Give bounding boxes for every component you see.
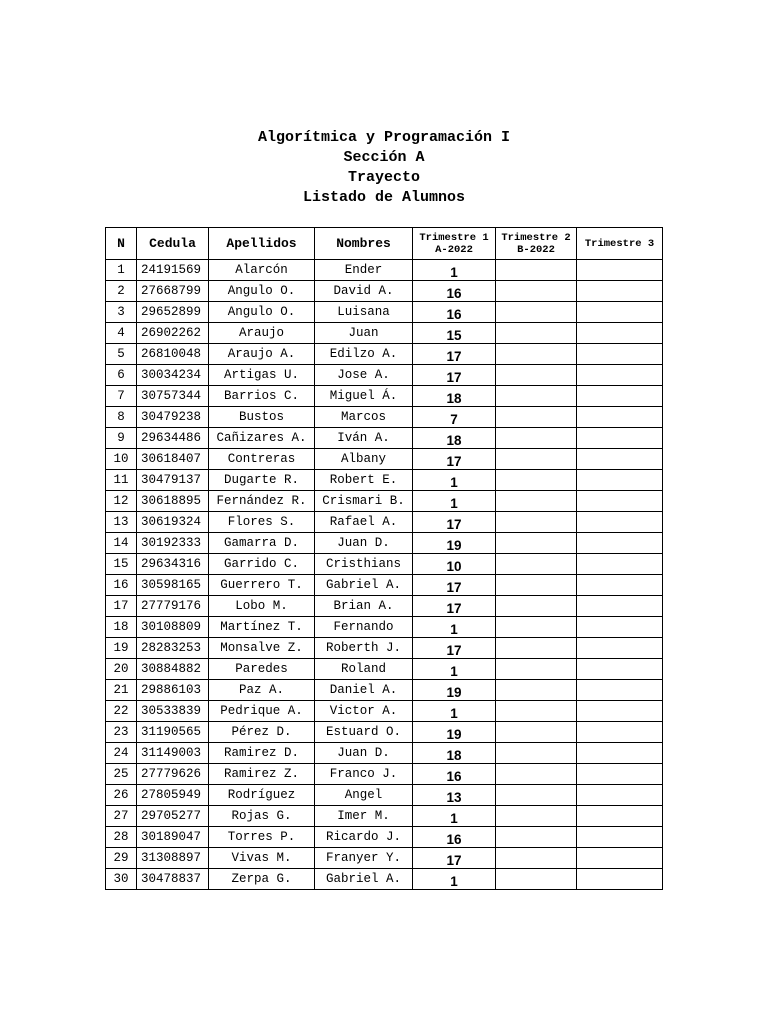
cell-cedula: 30479238 — [137, 407, 209, 428]
cell-n: 4 — [106, 323, 137, 344]
cell-apellidos: Gamarra D. — [209, 533, 315, 554]
cell-apellidos: Bustos — [209, 407, 315, 428]
cell-nombres: Robert E. — [315, 470, 413, 491]
cell-apellidos: Artigas U. — [209, 365, 315, 386]
cell-n: 9 — [106, 428, 137, 449]
cell-apellidos: Araujo — [209, 323, 315, 344]
column-header-nombres: Nombres — [315, 228, 413, 260]
cell-trimestre-1-grade: 18 — [413, 743, 496, 764]
cell-nombres: Franco J. — [315, 764, 413, 785]
cell-trimestre-1-grade: 18 — [413, 386, 496, 407]
cell-cedula: 24191569 — [137, 260, 209, 281]
cell-nombres: Marcos — [315, 407, 413, 428]
cell-trimestre-3-grade — [577, 491, 663, 512]
cell-cedula: 30533839 — [137, 701, 209, 722]
cell-nombres: Roland — [315, 659, 413, 680]
cell-apellidos: Araujo A. — [209, 344, 315, 365]
cell-apellidos: Alarcón — [209, 260, 315, 281]
cell-n: 8 — [106, 407, 137, 428]
cell-cedula: 29652899 — [137, 302, 209, 323]
cell-nombres: Angel — [315, 785, 413, 806]
cell-n: 10 — [106, 449, 137, 470]
cell-n: 3 — [106, 302, 137, 323]
table-row — [106, 428, 663, 449]
cell-nombres: Albany — [315, 449, 413, 470]
cell-trimestre-2-grade — [496, 260, 577, 281]
cell-nombres: Rafael A. — [315, 512, 413, 533]
cell-trimestre-1-grade: 17 — [413, 344, 496, 365]
column-header-trimestre-1 — [413, 228, 496, 260]
cell-cedula: 30192333 — [137, 533, 209, 554]
cell-n: 19 — [106, 638, 137, 659]
cell-n: 11 — [106, 470, 137, 491]
cell-trimestre-2-grade — [496, 386, 577, 407]
cell-nombres: Franyer Y. — [315, 848, 413, 869]
cell-n: 30 — [106, 869, 137, 890]
cell-trimestre-3-grade — [577, 470, 663, 491]
cell-nombres: Imer M. — [315, 806, 413, 827]
cell-trimestre-2-grade — [496, 575, 577, 596]
cell-n: 24 — [106, 743, 137, 764]
cell-apellidos: Guerrero T. — [209, 575, 315, 596]
cell-apellidos: Lobo M. — [209, 596, 315, 617]
table-body — [106, 260, 663, 890]
cell-n: 27 — [106, 806, 137, 827]
cell-apellidos: Paredes — [209, 659, 315, 680]
table-row — [106, 638, 663, 659]
table-row — [106, 281, 663, 302]
cell-trimestre-2-grade — [496, 743, 577, 764]
column-header-apellidos: Apellidos — [209, 228, 315, 260]
cell-trimestre-1-grade: 18 — [413, 428, 496, 449]
cell-trimestre-1-grade: 15 — [413, 323, 496, 344]
cell-nombres: Miguel Á. — [315, 386, 413, 407]
cell-trimestre-2-grade — [496, 512, 577, 533]
cell-trimestre-2-grade — [496, 680, 577, 701]
cell-trimestre-2-grade — [496, 617, 577, 638]
table-row — [106, 848, 663, 869]
cell-trimestre-2-grade — [496, 638, 577, 659]
cell-cedula: 30619324 — [137, 512, 209, 533]
cell-trimestre-2-grade — [496, 470, 577, 491]
cell-trimestre-1-grade: 1 — [413, 806, 496, 827]
table-row — [106, 449, 663, 470]
cell-nombres: Ender — [315, 260, 413, 281]
cell-trimestre-3-grade — [577, 848, 663, 869]
cell-cedula: 27668799 — [137, 281, 209, 302]
cell-trimestre-1-grade: 1 — [413, 659, 496, 680]
cell-apellidos: Cañizares A. — [209, 428, 315, 449]
cell-n: 28 — [106, 827, 137, 848]
cell-trimestre-3-grade — [577, 365, 663, 386]
cell-trimestre-2-grade — [496, 596, 577, 617]
cell-cedula: 30757344 — [137, 386, 209, 407]
cell-nombres: Crismari B. — [315, 491, 413, 512]
cell-trimestre-2-grade — [496, 785, 577, 806]
cell-n: 21 — [106, 680, 137, 701]
cell-nombres: Juan — [315, 323, 413, 344]
cell-apellidos: Torres P. — [209, 827, 315, 848]
cell-cedula: 28283253 — [137, 638, 209, 659]
cell-trimestre-2-grade — [496, 848, 577, 869]
cell-trimestre-1-grade: 1 — [413, 470, 496, 491]
table-row — [106, 617, 663, 638]
cell-trimestre-3-grade — [577, 512, 663, 533]
table-row — [106, 260, 663, 281]
cell-apellidos: Monsalve Z. — [209, 638, 315, 659]
cell-cedula: 31190565 — [137, 722, 209, 743]
cell-trimestre-2-grade — [496, 449, 577, 470]
cell-n: 16 — [106, 575, 137, 596]
cell-cedula: 30598165 — [137, 575, 209, 596]
cell-cedula: 31149003 — [137, 743, 209, 764]
cell-apellidos: Flores S. — [209, 512, 315, 533]
column-header-cedula: Cedula — [137, 228, 209, 260]
track-title: Trayecto — [347, 169, 420, 186]
cell-trimestre-2-grade — [496, 554, 577, 575]
cell-apellidos: Contreras — [209, 449, 315, 470]
cell-n: 2 — [106, 281, 137, 302]
cell-trimestre-1-grade: 17 — [413, 365, 496, 386]
cell-apellidos: Fernández R. — [209, 491, 315, 512]
cell-n: 1 — [106, 260, 137, 281]
cell-trimestre-2-grade — [496, 533, 577, 554]
table-row — [106, 827, 663, 848]
cell-trimestre-2-grade — [496, 344, 577, 365]
cell-cedula: 30108809 — [137, 617, 209, 638]
cell-nombres: Victor A. — [315, 701, 413, 722]
cell-trimestre-2-grade — [496, 302, 577, 323]
cell-cedula: 29705277 — [137, 806, 209, 827]
cell-trimestre-3-grade — [577, 596, 663, 617]
cell-trimestre-3-grade — [577, 533, 663, 554]
cell-trimestre-2-grade — [496, 806, 577, 827]
section-title: Sección A — [343, 149, 425, 166]
cell-trimestre-1-grade: 1 — [413, 260, 496, 281]
cell-trimestre-2-grade — [496, 365, 577, 386]
table-row — [106, 323, 663, 344]
cell-trimestre-1-grade: 17 — [413, 449, 496, 470]
cell-trimestre-3-grade — [577, 407, 663, 428]
cell-trimestre-2-grade — [496, 491, 577, 512]
trimestre-1-name: Trimestre 1 — [419, 231, 489, 244]
cell-trimestre-3-grade — [577, 764, 663, 785]
cell-cedula: 30884882 — [137, 659, 209, 680]
cell-trimestre-1-grade: 19 — [413, 680, 496, 701]
header-row — [106, 228, 663, 260]
cell-trimestre-2-grade — [496, 659, 577, 680]
trimestre-2-period: B-2022 — [517, 243, 555, 256]
cell-trimestre-1-grade: 13 — [413, 785, 496, 806]
table-row — [106, 386, 663, 407]
table-row — [106, 407, 663, 428]
table-row — [106, 869, 663, 890]
cell-cedula: 30478837 — [137, 869, 209, 890]
list-title: Listado de Alumnos — [302, 189, 466, 206]
table-row — [106, 701, 663, 722]
cell-trimestre-3-grade — [577, 617, 663, 638]
cell-apellidos: Garrido C. — [209, 554, 315, 575]
cell-cedula: 27779176 — [137, 596, 209, 617]
course-title: Algorítmica y Programación I — [257, 129, 511, 146]
cell-n: 23 — [106, 722, 137, 743]
table-row — [106, 659, 663, 680]
cell-cedula: 30618895 — [137, 491, 209, 512]
cell-trimestre-1-grade: 17 — [413, 596, 496, 617]
cell-trimestre-2-grade — [496, 407, 577, 428]
cell-apellidos: Ramirez Z. — [209, 764, 315, 785]
cell-nombres: Roberth J. — [315, 638, 413, 659]
table-row — [106, 743, 663, 764]
cell-cedula: 30618407 — [137, 449, 209, 470]
column-header-n: N — [106, 228, 137, 260]
cell-trimestre-3-grade — [577, 344, 663, 365]
student-roster-table — [105, 227, 663, 890]
cell-trimestre-3-grade — [577, 806, 663, 827]
cell-nombres: Luisana — [315, 302, 413, 323]
cell-n: 6 — [106, 365, 137, 386]
cell-apellidos: Pedrique A. — [209, 701, 315, 722]
cell-trimestre-1-grade: 1 — [413, 701, 496, 722]
cell-trimestre-1-grade: 1 — [413, 491, 496, 512]
cell-apellidos: Martínez T. — [209, 617, 315, 638]
cell-trimestre-2-grade — [496, 701, 577, 722]
cell-trimestre-3-grade — [577, 260, 663, 281]
cell-trimestre-1-grade: 16 — [413, 281, 496, 302]
cell-trimestre-3-grade — [577, 323, 663, 344]
trimestre-1-period: A-2022 — [435, 243, 473, 256]
cell-nombres: Juan D. — [315, 743, 413, 764]
cell-n: 22 — [106, 701, 137, 722]
table-row — [106, 785, 663, 806]
cell-cedula: 26902262 — [137, 323, 209, 344]
cell-trimestre-3-grade — [577, 281, 663, 302]
cell-nombres: Cristhians — [315, 554, 413, 575]
cell-trimestre-2-grade — [496, 428, 577, 449]
cell-apellidos: Ramirez D. — [209, 743, 315, 764]
column-header-trimestre-3: Trimestre 3 — [577, 228, 663, 260]
cell-cedula: 26810048 — [137, 344, 209, 365]
cell-apellidos: Dugarte R. — [209, 470, 315, 491]
cell-apellidos: Rodríguez — [209, 785, 315, 806]
cell-trimestre-2-grade — [496, 722, 577, 743]
cell-trimestre-1-grade: 19 — [413, 533, 496, 554]
cell-nombres: Edilzo A. — [315, 344, 413, 365]
cell-trimestre-3-grade — [577, 722, 663, 743]
cell-trimestre-1-grade: 19 — [413, 722, 496, 743]
cell-trimestre-3-grade — [577, 575, 663, 596]
table-row — [106, 533, 663, 554]
cell-trimestre-1-grade: 16 — [413, 827, 496, 848]
table-row — [106, 680, 663, 701]
cell-nombres: Iván A. — [315, 428, 413, 449]
cell-trimestre-3-grade — [577, 785, 663, 806]
cell-apellidos: Angulo O. — [209, 302, 315, 323]
cell-n: 14 — [106, 533, 137, 554]
cell-trimestre-1-grade: 16 — [413, 764, 496, 785]
cell-trimestre-3-grade — [577, 659, 663, 680]
cell-nombres: Ricardo J. — [315, 827, 413, 848]
cell-cedula: 27779626 — [137, 764, 209, 785]
cell-n: 18 — [106, 617, 137, 638]
cell-cedula: 29886103 — [137, 680, 209, 701]
cell-cedula: 29634486 — [137, 428, 209, 449]
table-row — [106, 512, 663, 533]
cell-n: 20 — [106, 659, 137, 680]
table-row — [106, 302, 663, 323]
cell-cedula: 27805949 — [137, 785, 209, 806]
cell-n: 5 — [106, 344, 137, 365]
cell-apellidos: Pérez D. — [209, 722, 315, 743]
document-header — [0, 128, 768, 208]
cell-cedula: 30189047 — [137, 827, 209, 848]
cell-trimestre-3-grade — [577, 449, 663, 470]
cell-trimestre-1-grade: 17 — [413, 848, 496, 869]
cell-nombres: David A. — [315, 281, 413, 302]
cell-apellidos: Paz A. — [209, 680, 315, 701]
cell-n: 7 — [106, 386, 137, 407]
cell-trimestre-3-grade — [577, 302, 663, 323]
cell-trimestre-2-grade — [496, 323, 577, 344]
trimestre-2-name: Trimestre 2 — [501, 231, 571, 244]
cell-cedula: 30034234 — [137, 365, 209, 386]
cell-trimestre-1-grade: 17 — [413, 575, 496, 596]
column-header-trimestre-2 — [496, 228, 577, 260]
table-row — [106, 554, 663, 575]
cell-trimestre-1-grade: 10 — [413, 554, 496, 575]
cell-nombres: Gabriel A. — [315, 869, 413, 890]
cell-trimestre-1-grade: 1 — [413, 617, 496, 638]
cell-cedula: 29634316 — [137, 554, 209, 575]
cell-apellidos: Zerpa G. — [209, 869, 315, 890]
table-row — [106, 491, 663, 512]
cell-trimestre-1-grade: 17 — [413, 512, 496, 533]
cell-apellidos: Angulo O. — [209, 281, 315, 302]
cell-trimestre-3-grade — [577, 743, 663, 764]
cell-nombres: Daniel A. — [315, 680, 413, 701]
table-row — [106, 365, 663, 386]
table-row — [106, 764, 663, 785]
cell-trimestre-3-grade — [577, 428, 663, 449]
table-row — [106, 596, 663, 617]
cell-n: 17 — [106, 596, 137, 617]
cell-apellidos: Vivas M. — [209, 848, 315, 869]
cell-trimestre-3-grade — [577, 827, 663, 848]
cell-trimestre-2-grade — [496, 281, 577, 302]
cell-n: 15 — [106, 554, 137, 575]
cell-n: 26 — [106, 785, 137, 806]
cell-trimestre-1-grade: 7 — [413, 407, 496, 428]
cell-trimestre-2-grade — [496, 869, 577, 890]
cell-n: 29 — [106, 848, 137, 869]
cell-trimestre-1-grade: 17 — [413, 638, 496, 659]
cell-trimestre-3-grade — [577, 680, 663, 701]
table-row — [106, 722, 663, 743]
cell-trimestre-2-grade — [496, 827, 577, 848]
cell-nombres: Juan D. — [315, 533, 413, 554]
cell-nombres: Brian A. — [315, 596, 413, 617]
cell-apellidos: Barrios C. — [209, 386, 315, 407]
cell-trimestre-3-grade — [577, 638, 663, 659]
cell-nombres: Estuard O. — [315, 722, 413, 743]
cell-n: 25 — [106, 764, 137, 785]
cell-n: 13 — [106, 512, 137, 533]
cell-apellidos: Rojas G. — [209, 806, 315, 827]
cell-trimestre-3-grade — [577, 386, 663, 407]
table-header — [106, 228, 663, 260]
cell-nombres: Jose A. — [315, 365, 413, 386]
cell-trimestre-1-grade: 16 — [413, 302, 496, 323]
cell-cedula: 30479137 — [137, 470, 209, 491]
cell-trimestre-3-grade — [577, 701, 663, 722]
cell-nombres: Gabriel A. — [315, 575, 413, 596]
table-row — [106, 344, 663, 365]
cell-nombres: Fernando — [315, 617, 413, 638]
table-row — [106, 806, 663, 827]
cell-trimestre-1-grade: 1 — [413, 869, 496, 890]
table-row — [106, 575, 663, 596]
cell-trimestre-3-grade — [577, 554, 663, 575]
cell-trimestre-2-grade — [496, 764, 577, 785]
cell-cedula: 31308897 — [137, 848, 209, 869]
cell-n: 12 — [106, 491, 137, 512]
table-row — [106, 470, 663, 491]
cell-trimestre-3-grade — [577, 869, 663, 890]
